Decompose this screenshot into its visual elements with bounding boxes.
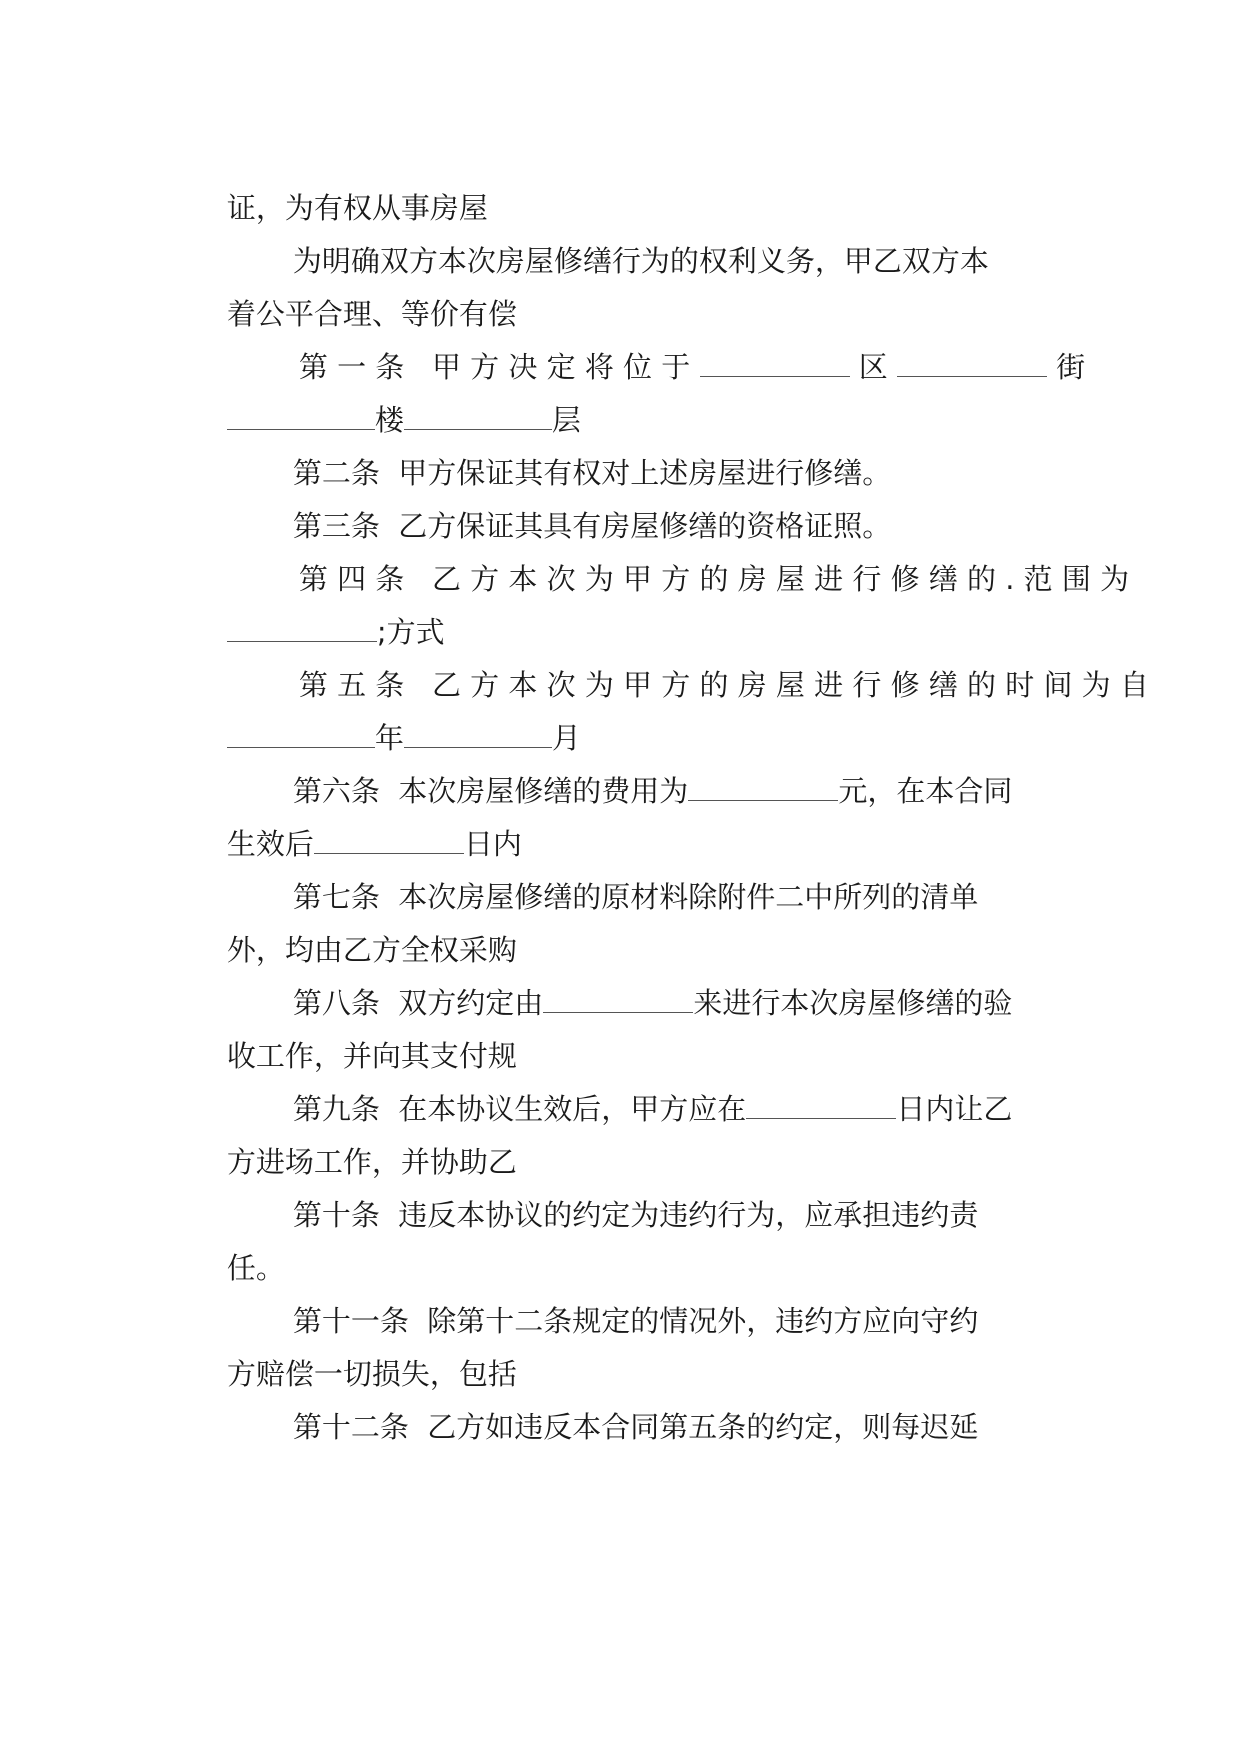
line-text: 第 一 条 甲 方 决 定 将 位 于 bbox=[298, 350, 700, 384]
line-text: 生效后 bbox=[226, 827, 314, 861]
text-line bbox=[190, 148, 488, 225]
fill-blank-fee bbox=[688, 774, 838, 801]
fill-blank-street bbox=[897, 350, 1047, 377]
line-text: 外，均由乙方全权采购 bbox=[226, 933, 517, 967]
article-11-line bbox=[256, 1261, 979, 1338]
line-text: 为明确双方本次房屋修缮行为的权利义务，甲乙双方本 bbox=[292, 244, 989, 278]
line-text: 第 四 条 乙 方 本 次 为 甲 方 的 房 屋 进 行 修 缮 的 . 范 围 为 bbox=[298, 562, 1130, 596]
article-10-line bbox=[256, 1155, 979, 1232]
article-8-line bbox=[256, 943, 1013, 1020]
article-3-line bbox=[256, 466, 892, 543]
line-text: 层 bbox=[551, 403, 581, 437]
text-line bbox=[190, 254, 517, 331]
line-text: 街 bbox=[1046, 350, 1086, 384]
article-6-line bbox=[256, 731, 1013, 808]
text-line bbox=[190, 1208, 285, 1285]
article-9-line bbox=[256, 1049, 1013, 1126]
line-text: 第三条 乙方保证其具有房屋修缮的资格证照。 bbox=[292, 509, 892, 543]
article-7-line bbox=[256, 837, 979, 914]
line-text: 任。 bbox=[226, 1251, 285, 1285]
fill-blank-district bbox=[700, 350, 850, 377]
paragraph-line bbox=[256, 201, 989, 278]
article-2-line bbox=[256, 413, 892, 490]
line-text: 第九条 在本协议生效后，甲方应在 bbox=[292, 1092, 747, 1126]
line-text: 月 bbox=[551, 721, 581, 755]
line-text: 第十二条 乙方如违反本合同第五条的约定，则每迟延 bbox=[292, 1410, 979, 1444]
line-text: 第七条 本次房屋修缮的原材料除附件二中所列的清单 bbox=[292, 880, 979, 914]
line-text: 年 bbox=[374, 721, 404, 755]
line-text: 着公平合理、等价有偿 bbox=[226, 297, 517, 331]
article-5-line bbox=[262, 625, 1149, 702]
line-text: 区 bbox=[849, 350, 897, 384]
text-line bbox=[190, 996, 517, 1073]
article-12-line bbox=[256, 1367, 979, 1444]
line-text: 楼 bbox=[374, 403, 404, 437]
line-text: 来进行本次房屋修缮的验 bbox=[693, 986, 1013, 1020]
line-text: 第二条 甲方保证其有权对上述房屋进行修缮。 bbox=[292, 456, 892, 490]
line-text: 方进场工作，并协助乙 bbox=[226, 1145, 517, 1179]
text-line bbox=[190, 1314, 517, 1391]
article-1-line bbox=[262, 307, 1086, 384]
fill-blank-entry-days bbox=[746, 1092, 896, 1119]
line-text: 第十条 违反本协议的约定为违约行为，应承担违约责 bbox=[292, 1198, 979, 1232]
line-text: 证，为有权从事房屋 bbox=[226, 191, 488, 225]
line-text: ;方式 bbox=[376, 615, 445, 649]
article-4-line bbox=[262, 519, 1130, 596]
line-text: 第 五 条 乙 方 本 次 为 甲 方 的 房 屋 进 行 修 缮 的 时 间 为 自 bbox=[298, 668, 1149, 702]
line-text: 第八条 双方约定由 bbox=[292, 986, 544, 1020]
text-line bbox=[190, 572, 445, 649]
line-text: 收工作，并向其支付规 bbox=[226, 1039, 517, 1073]
line-text: 第六条 本次房屋修缮的费用为 bbox=[292, 774, 689, 808]
text-line bbox=[190, 890, 517, 967]
text-line bbox=[190, 1102, 517, 1179]
line-text: 方赔偿一切损失，包括 bbox=[226, 1357, 517, 1391]
line-text: 日内 bbox=[463, 827, 522, 861]
line-text: 元，在本合同 bbox=[838, 774, 1013, 808]
text-line bbox=[190, 678, 581, 755]
text-line bbox=[190, 784, 522, 861]
line-text: 第十一条 除第十二条规定的情况外，违约方应向守约 bbox=[292, 1304, 979, 1338]
fill-blank-inspector bbox=[543, 986, 693, 1013]
line-text: 日内让乙 bbox=[896, 1092, 1013, 1126]
text-line bbox=[190, 360, 581, 437]
